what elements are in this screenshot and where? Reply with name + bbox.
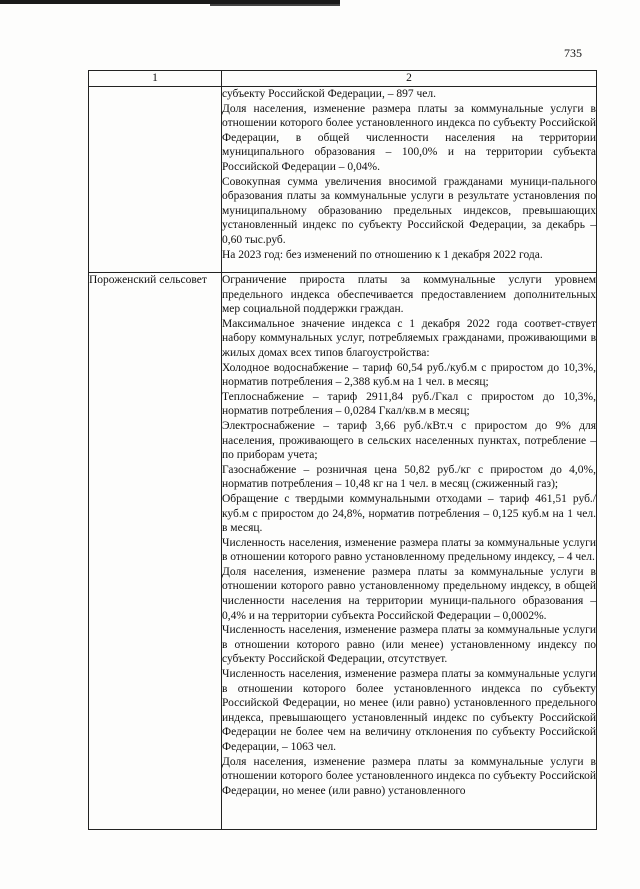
scan-artifact — [210, 4, 340, 6]
paragraph: Ограничение прироста платы за коммунальные услуги уровнем предельного индекса обеспечивается предоставлением дополнительных мер социальной поддержки граждан. — [222, 274, 596, 316]
paragraph: Доля населения, изменение размера платы за коммунальные услуги в отношении которого более установленного индекса по субъекту Российской Федерации, в общей численности населения на территории муниципального образования – 100,0% и на территории субъекта Российской Федерации – 0,04%. — [222, 102, 596, 173]
paragraph: Электроснабжение – тариф 3,66 руб./кВт.ч с приростом до 9% для населения, проживающего в сельских населенных пунктах, потребление – по приборам учета; — [222, 419, 596, 462]
paragraph: Численность населения, изменение размера платы за коммунальные услуги в отношении которого равно (или менее) установленному индексу по субъекту Российской Федерации, отсутствует. — [222, 624, 596, 666]
paragraph: Обращение с твердыми коммунальными отходами – тариф 461,51 руб./куб.м с приростом до 24,8%, норматив потребления – 0,125 куб.м на 1 чел. в месяц. — [222, 492, 596, 535]
table-row — [89, 273, 597, 830]
column-header: 1 — [89, 71, 222, 87]
paragraph: Совокупная сумма увеличения вносимой гражданами муници-пального образования платы за коммунальные услуги в результате установления по муниципальному образованию предельных индексов, превышающих установленный индекс по субъекту Российской Федерации, за декабрь – 0,60 тыс.руб. — [222, 175, 596, 246]
paragraph: Доля населения, изменение размера платы за коммунальные услуги в отношении которого равно установленному предельному индексу, в общей численности населения на территории муници-пального образования – 0,4% и на территории субъекта Российской Федерации – 0,0002%. — [222, 565, 596, 622]
paragraph: Доля населения, изменение размера платы за коммунальные услуги в отношении которого более установленного индекса по субъекту Российской Федерации, но менее (или равно) установленного — [222, 755, 596, 797]
paragraph: Численность населения, изменение размера платы за коммунальные услуги в отношении которого более установленного индекса по субъекту Российской Федерации, но менее (или равно) установленного предельного индекса, превышающего установленный индекс по субъекту Российской Федерации не более чем на величину отклонения по субъекту Российской Федерации, – 1063 чел. — [222, 668, 596, 753]
description-cell — [222, 273, 597, 830]
paragraph: Максимальное значение индекса с 1 декабря 2022 года соответ-ствует набору коммунальных услуг, потребляемых гражданами, проживающими в жилых домах всех типов благоустройства: — [222, 317, 596, 359]
paragraph: Холодное водоснабжение – тариф 60,54 руб./куб.м с приростом до 10,3%, норматив потребления – 2,388 куб.м на 1 чел. в месяц; — [222, 361, 596, 389]
municipality-name — [89, 87, 222, 273]
paragraph: Газоснабжение – розничная цена 50,82 руб./кг с приростом до 4,0%, норматив потребления – 10,48 кг на 1 чел. в месяц (сжиженный газ); — [222, 463, 596, 491]
table-row — [89, 87, 597, 273]
municipality-name: Пороженский сельсовет — [89, 273, 222, 830]
paragraph: Теплоснабжение – тариф 2911,84 руб./Гкал с приростом до 10,3%, норматив потребления – 0,0284 Гкал/кв.м в месяц; — [222, 390, 596, 418]
description-cell — [222, 87, 597, 273]
page-number: 735 — [564, 46, 582, 60]
paragraph: На 2023 год: без изменений по отношению к 1 декабря 2022 года. — [222, 248, 543, 261]
table-header-row — [89, 71, 597, 87]
document-table — [88, 70, 597, 830]
column-header: 2 — [222, 71, 597, 87]
paragraph: субъекту Российской Федерации, – 897 чел. — [222, 88, 436, 100]
paragraph: Численность населения, изменение размера платы за коммунальные услуги в отношении которого равно установленному предельному индексу, – 4 чел. — [222, 536, 596, 564]
